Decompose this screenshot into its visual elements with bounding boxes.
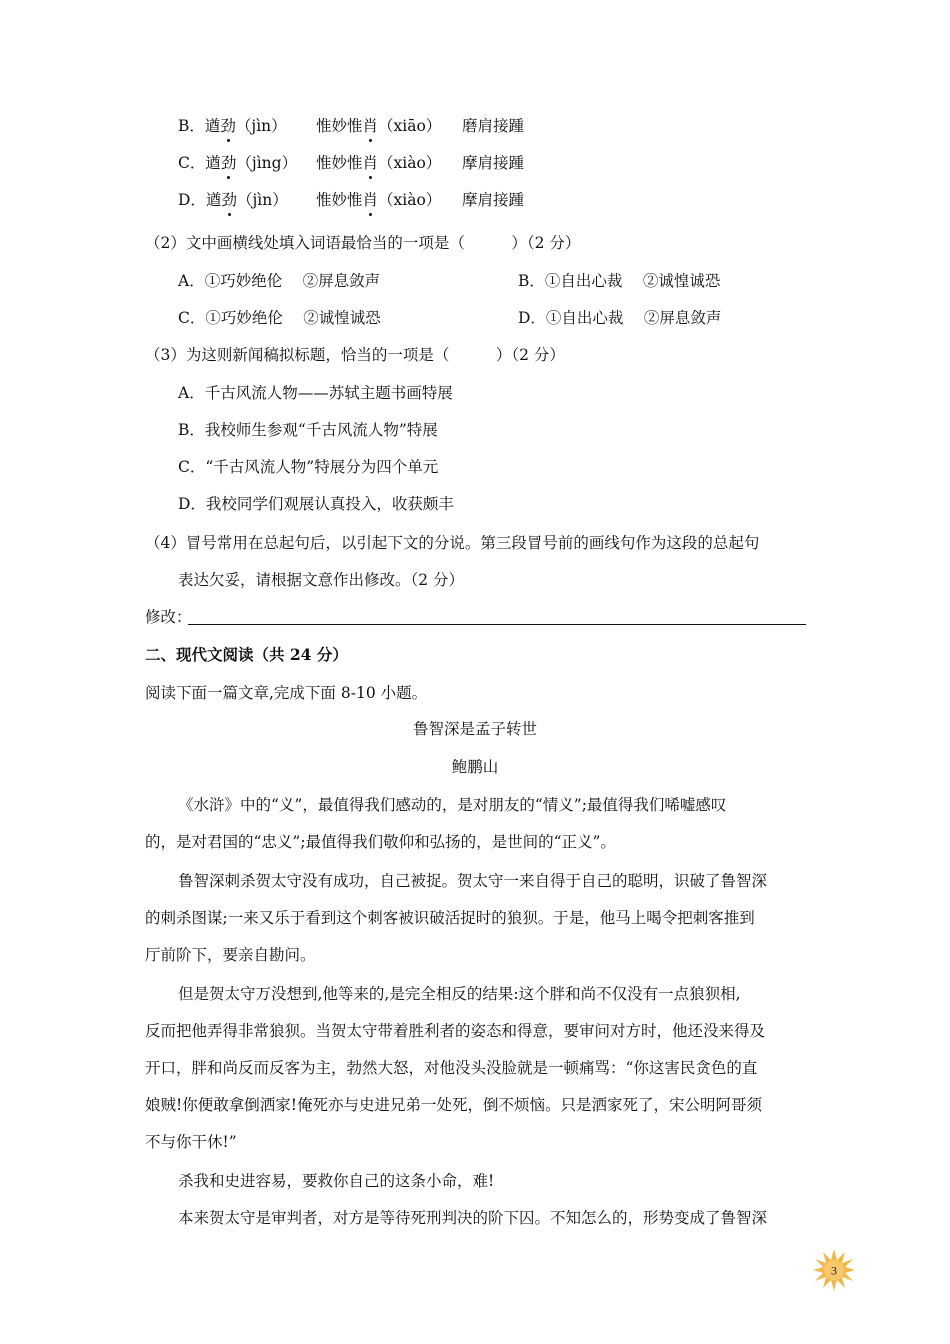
q2-option-b: B．①自出心裁 ②诚惶诚恐	[518, 272, 721, 290]
article-line: 的，是对君国的“忠义”;最值得我们敬仰和弘扬的，是世间的“正义”。	[145, 833, 616, 851]
dotted-char: 劲	[220, 154, 237, 172]
q1-option-d-word2: 惟妙惟肖（xiào）	[316, 191, 442, 209]
article-line: 但是贺太守万没想到,他等来的,是完全相反的结果:这个胖和尚不仅没有一点狼狈相,	[178, 985, 741, 1003]
article-line: 鲁智深刺杀贺太守没有成功，自己被捉。贺太守一来自得于自己的聪明，识破了鲁智深	[178, 872, 768, 890]
option-letter: C．	[178, 154, 206, 172]
dotted-char: 肖	[362, 117, 379, 135]
q2-option-c: C．①巧妙绝伦 ②诚惶诚恐	[178, 309, 381, 327]
q3-stem: （3）为这则新闻稿拟标题，恰当的一项是（ ）（2 分）	[145, 346, 565, 364]
article-line: 《水浒》中的“义”，最值得我们感动的，是对朋友的“情义”;最值得我们唏嘘感叹	[178, 796, 727, 814]
q4-answer-line[interactable]	[188, 624, 806, 625]
article-line: 杀我和史进容易，要救你自己的这条小命，难!	[178, 1172, 495, 1190]
q1-option-b-word3: 磨肩接踵	[462, 117, 525, 135]
q2-stem: （2）文中画横线处填入词语最恰当的一项是（ ）（2 分）	[145, 234, 581, 252]
q3-option-b: B．我校师生参观“千古风流人物”特展	[178, 421, 438, 439]
q3-option-a: A．千古风流人物——苏轼主题书画特展	[178, 384, 453, 402]
q1-option-d-word3: 摩肩接踵	[462, 191, 525, 209]
article-author: 鲍鹏山	[451, 758, 499, 776]
q4-stem-line2: 表达欠妥，请根据文意作出修改。（2 分）	[178, 571, 465, 589]
q3-option-d: D．我校同学们观展认真投入，收获颇丰	[178, 495, 454, 513]
option-letter: B．	[178, 117, 205, 135]
q1-option-b-word2: 惟妙惟肖（xiāo）	[316, 117, 442, 135]
q1-option-c-word3: 摩肩接踵	[462, 154, 525, 172]
dotted-char: 劲	[220, 117, 236, 135]
article-line: 娘贼!你便敢拿倒洒家!俺死亦与史进兄弟一处死，倒不烦恼。只是洒家死了，宋公明阿哥须	[145, 1096, 762, 1114]
article-title: 鲁智深是孟子转世	[412, 720, 537, 738]
article-line: 的刺杀图谋;一来又乐于看到这个刺客被识破活捉时的狼狈。于是，他马上喝令把刺客推到	[145, 909, 755, 927]
article-line: 开口，胖和尚反而反客为主，勃然大怒，对他没头没脸就是一顿痛骂：“你这害民贪色的直	[145, 1059, 758, 1077]
dotted-char: 肖	[362, 154, 379, 172]
article-line: 反而把他弄得非常狼狈。当贺太守带着胜利者的姿态和得意，要审问对方时，他还没来得及	[145, 1022, 766, 1040]
dotted-char: 劲	[221, 191, 237, 209]
dotted-char: 肖	[362, 191, 379, 209]
page-number: 3	[831, 1263, 837, 1278]
q3-option-c: C．“千古风流人物”特展分为四个单元	[178, 458, 439, 476]
section2-instruction: 阅读下面一篇文章,完成下面 8-10 小题。	[145, 684, 428, 702]
q2-option-a: A．①巧妙绝伦 ②屏息敛声	[178, 272, 381, 290]
article-line: 不与你干休!”	[145, 1133, 237, 1151]
q1-option-c-word2: 惟妙惟肖（xiào）	[316, 154, 442, 172]
q1-option-b: B．遒劲（jìn）	[178, 117, 287, 135]
article-line: 厅前阶下，要亲自勘问。	[145, 946, 316, 964]
option-letter: D．	[178, 191, 206, 209]
article-line: 本来贺太守是审判者，对方是等待死刑判决的阶下囚。不知怎么的，形势变成了鲁智深	[178, 1209, 768, 1227]
page-number-badge	[812, 1248, 856, 1292]
q1-option-d: D．遒劲（jìn）	[178, 191, 288, 209]
q4-stem-line1: （4）冒号常用在总起句后，以引起下文的分说。第三段冒号前的画线句作为这段的总起句	[145, 534, 760, 552]
section2-heading: 二、现代文阅读（共 24 分）	[145, 645, 348, 664]
q2-option-d: D．①自出心裁 ②屏息敛声	[518, 309, 722, 327]
q4-answer-label: 修改：	[145, 608, 192, 626]
q1-option-c: C．遒劲（jìng）	[178, 154, 298, 172]
